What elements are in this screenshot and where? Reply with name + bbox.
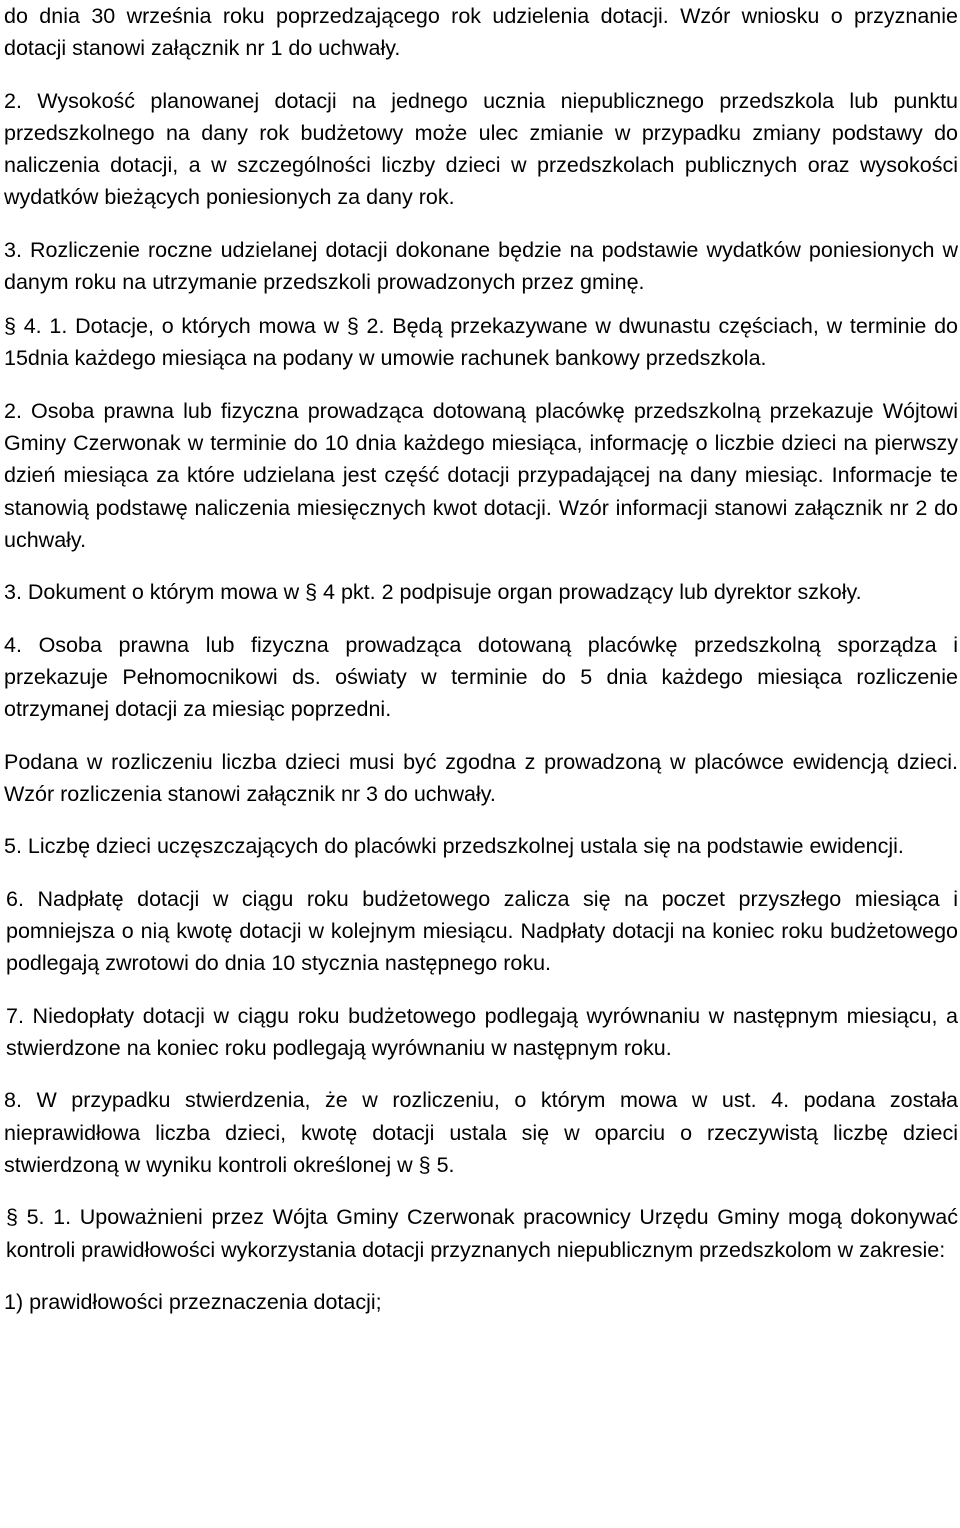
list-item-1: 1) prawidłowości przeznaczenia dotacji;	[4, 1290, 382, 1315]
paragraph-3-annual-settlement: 3. Rozliczenie roczne udzielanej dotacji dokonane będzie na podstawie wydatków poniesionych w danym roku na utrzymanie przedszkoli prowadzonych przez gminę.	[4, 237, 958, 295]
paragraph-section-4-2: 2. Osoba prawna lub fizyczna prowadząca dotowaną placówkę przedszkolną przekazuje Wójtowi Gminy Czerwonak w terminie do 10 dnia każdego miesiąca, informację o liczbie dzieci na pierwszy dzień miesiąca za które udzielana jest część dotacji przypadającej na dany miesiąc. Informacje te stanowią podstawę naliczenia miesięcznych kwot dotacji. Wzór informacji stanowi załącznik nr 2 do uchwały.	[4, 398, 958, 552]
paragraph-submission-deadline: do dnia 30 września roku poprzedzającego rok udzielenia dotacji. Wzór wniosku o przyznanie dotacji stanowi załącznik nr 1 do uchwały.	[4, 4, 958, 61]
paragraph-section-4-4: 4. Osoba prawna lub fizyczna prowadząca dotowaną placówkę przedszkolną sporządza i przekazuje Pełnomocnikowi ds. oświaty w terminie do 5 dnia każdego miesiąca rozliczenie otrzymanej dotacji za miesiąc poprzedni.	[4, 632, 958, 722]
paragraph-section-4-6: 6. Nadpłatę dotacji w ciągu roku budżetowego zalicza się na poczet przyszłego miesiąca i pomniejsza o nią kwotę dotacji w kolejnym miesiącu. Nadpłaty dotacji na koniec roku budżetowego podlegają zwrotowi do dnia 10 stycznia następnego roku.	[6, 886, 958, 976]
paragraph-section-4-7: 7. Niedopłaty dotacji w ciągu roku budżetowego podlegają wyrównaniu w następnym miesiącu, a stwierdzone na koniec roku podlegają wyrównaniu w następnym roku.	[6, 1003, 958, 1060]
paragraph-section-4-5: 5. Liczbę dzieci uczęszczających do placówki przedszkolnej ustala się na podstawie ewidencji.	[4, 834, 904, 859]
paragraph-2-subsidy-amount: 2. Wysokość planowanej dotacji na jednego ucznia niepublicznego przedszkola lub punktu przedszkolnego na dany rok budżetowy może ulec zmianie w przypadku zmiany podstawy do naliczenia dotacji, a w szczególności liczby dzieci w przedszkolach publicznych oraz wysokości wydatków bieżących poniesionych za dany rok.	[4, 88, 958, 210]
paragraph-section-4-3: 3. Dokument o którym mowa w § 4 pkt. 2 podpisuje organ prowadzący lub dyrektor szkoły.	[4, 580, 862, 605]
paragraph-settlement-template: Podana w rozliczeniu liczba dzieci musi być zgodna z prowadzoną w placówce ewidencją dzieci. Wzór rozliczenia stanowi załącznik nr 3 do uchwały.	[4, 749, 958, 806]
paragraph-section-5-1: § 5. 1. Upoważnieni przez Wójta Gminy Czerwonak pracownicy Urzędu Gminy mogą dokonywać kontroli prawidłowości wykorzystania dotacji przyznanych niepublicznym przedszkolom w zakresie:	[6, 1205, 958, 1262]
document-page	[4, 0, 958, 1318]
paragraph-section-4-8: 8. W przypadku stwierdzenia, że w rozliczeniu, o którym mowa w ust. 4. podana została nieprawidłowa liczba dzieci, kwotę dotacji ustala się w oparciu o rzeczywistą liczbę dzieci stwierdzoną w wyniku kontroli określonej w § 5.	[4, 1088, 958, 1177]
paragraph-section-4-1: § 4. 1. Dotacje, o których mowa w § 2. Będą przekazywane w dwunastu częściach, w terminie do 15dnia każdego miesiąca na podany w umowie rachunek bankowy przedszkola.	[4, 314, 958, 371]
